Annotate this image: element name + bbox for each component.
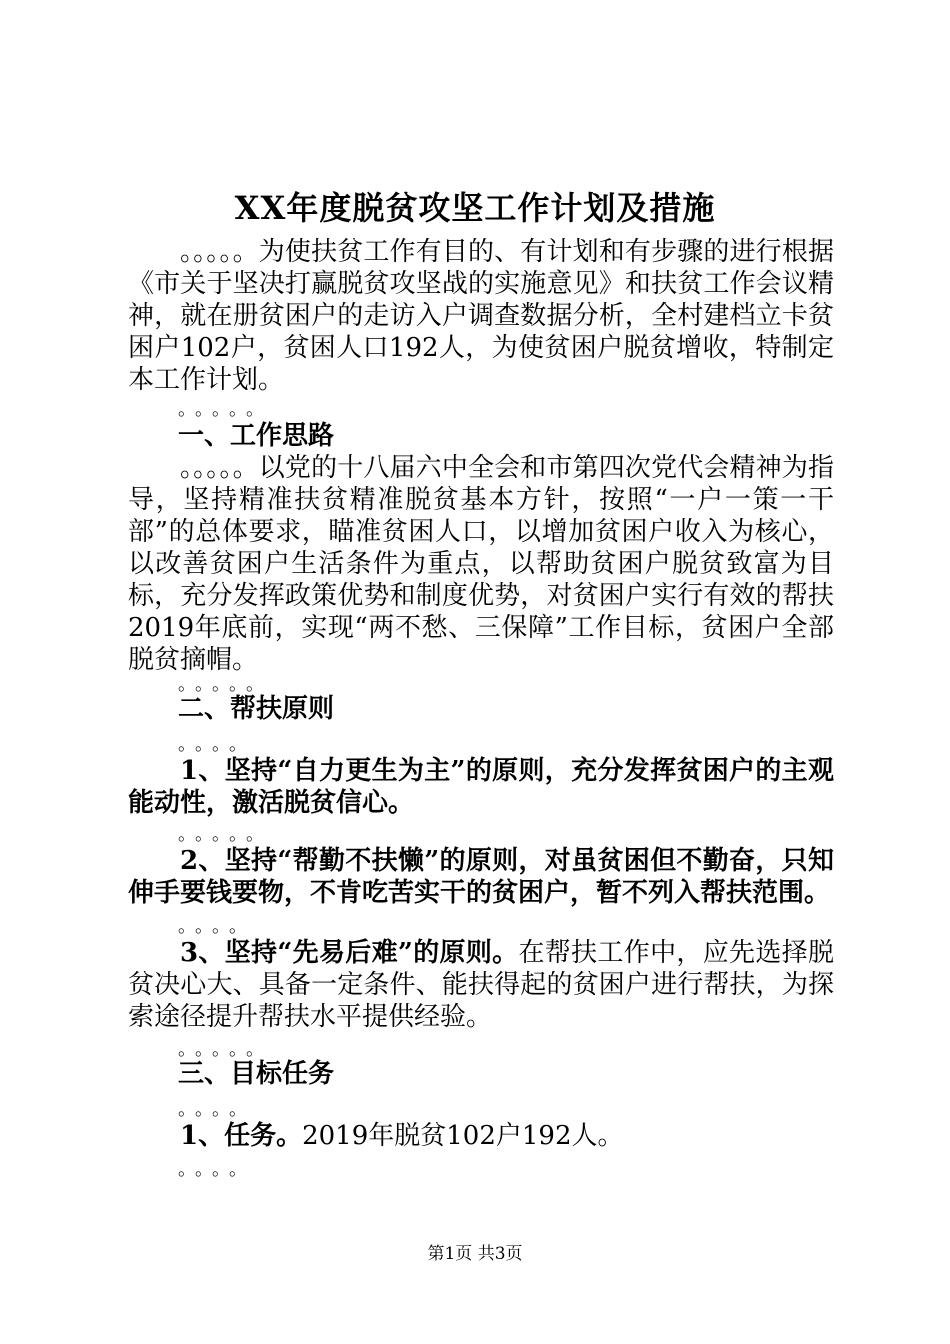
principle-3-text	[128, 937, 834, 1033]
principle-2	[128, 845, 834, 909]
intro-paragraph-text: 。。。。。为使扶贫工作有目的、有计划和有步骤的进行根据《市关于坚决打赢脱贫攻坚战的实施意见》和扶贫工作会议精神，就在册贫困户的走访入户调查数据分析，全村建档立卡贫困户102户，贫困人口192人，为使贫困户脱贫增收，特制定本工作计划。	[128, 237, 834, 395]
separator-dots: 。。。。	[178, 1099, 255, 1120]
task-lead: 1、任务。	[180, 1121, 303, 1151]
separator-dots: 。。。。。	[178, 674, 272, 695]
principle-1	[128, 755, 834, 819]
separator-dots: 。。。。	[178, 1159, 255, 1180]
principle-2-text: 2、坚持“帮勤不扶懒”的原则，对虽贫困但不勤奋，只知伸手要钱要物，不肯吃苦实干的贫困户，暂不列入帮扶范围。	[128, 846, 834, 908]
separator-dots: 。。。。	[178, 916, 255, 937]
section-heading-targets: 三、目标任务	[178, 1059, 335, 1089]
work-approach-text: 。。。。。以党的十八届六中全会和市第四次党代会精神为指导，坚持精准扶贫精准脱贫基本方针，按照“一户一策一干部”的总体要求，瞄准贫困人口，以增加贫困户收入为核心，以改善贫困户生活条件为重点，以帮助贫困户脱贫致富为目标，充分发挥政策优势和制度优势，对贫困户实行有效的帮扶2019年底前，实现“两不愁、三保障”工作目标，贫困户全部脱贫摘帽。	[128, 453, 834, 675]
document-title: XX年度脱贫攻坚工作计划及措施	[234, 189, 716, 227]
section-heading-principles: 二、帮扶原则	[178, 694, 335, 724]
separator-dots: 。。。。。	[178, 824, 272, 845]
task-text	[128, 1120, 834, 1152]
principle-3	[128, 937, 834, 1033]
principle-1-text: 1、坚持“自力更生为主”的原则，充分发挥贫困户的主观能动性，激活脱贫信心。	[128, 756, 834, 818]
principle-3-body: 在帮扶工作中，应先选择脱贫决心大、具备一定条件、能扶得起的贫困户进行帮扶，为探索途径提升帮扶水平提供经验。	[128, 938, 834, 1032]
principle-3-lead: 3、坚持“先易后难”的原则。	[180, 938, 519, 968]
section-heading-work-approach: 一、工作思路	[178, 421, 335, 451]
work-approach-paragraph	[128, 452, 834, 676]
task-line	[128, 1120, 834, 1152]
task-body: 2019年脱贫102户192人。	[302, 1121, 624, 1151]
separator-dots: 。。。。。	[178, 399, 272, 420]
intro-paragraph	[128, 236, 834, 396]
separator-dots: 。。。。	[178, 734, 255, 755]
separator-dots: 。。。。。	[178, 1039, 272, 1060]
page-footer: 第1页 共3页	[427, 1244, 523, 1264]
